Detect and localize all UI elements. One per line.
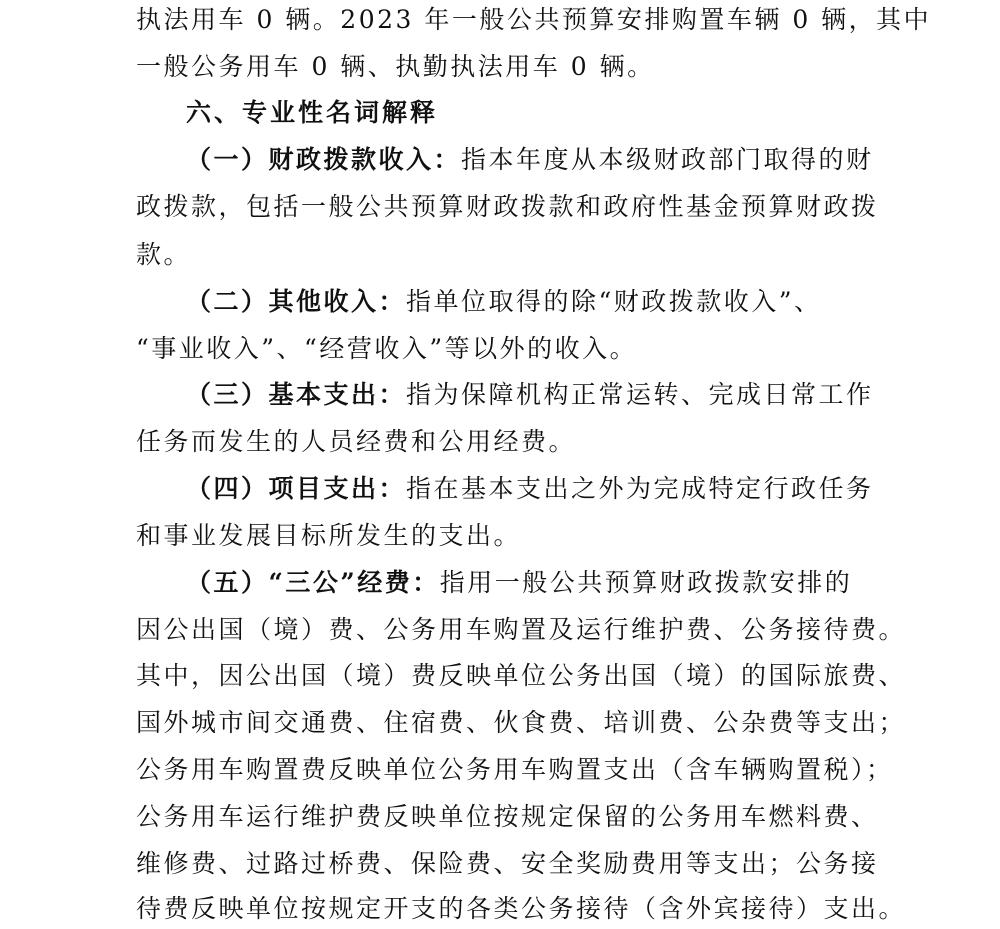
body-text-line: 待费反映单位按规定开支的各类公务接待（含外宾接待）支出。: [136, 894, 907, 923]
body-text-line: 因公出国（境）费、公务用车购置及运行维护费、公务接待费。: [136, 615, 907, 644]
body-text-line: 政拨款，包括一般公共预算财政拨款和政府性基金预算财政拨: [136, 192, 879, 221]
body-text-line: 执法用车 0 辆。2023 年一般公共预算安排购置车辆 0 辆，其中: [136, 5, 932, 34]
definition-text: 指本年度从本级财政部门取得的财: [461, 145, 874, 174]
definition-text: 指在基本支出之外为完成特定行政任务: [406, 474, 874, 503]
definition-text: 指为保障机构正常运转、完成日常工作: [406, 380, 874, 409]
body-text-line: 和事业发展目标所发生的支出。: [136, 521, 522, 550]
definition-term: （一）财政拨款收入：: [186, 145, 462, 174]
body-text-line: 其中，因公出国（境）费反映单位公务出国（境）的国际旅费、: [136, 661, 907, 690]
body-text-line: 公务用车运行维护费反映单位按规定保留的公务用车燃料费、: [136, 802, 879, 831]
body-text-line: 任务而发生的人员经费和公用经费。: [136, 427, 577, 456]
definition-text: 指用一般公共预算财政拨款安排的: [439, 568, 853, 597]
body-text-line: 款。: [136, 240, 192, 269]
definition-term: （五）“三公”经费：: [186, 568, 440, 597]
definition-first-line: [186, 469, 874, 509]
body-text-line: 国外城市间交通费、住宿费、伙食费、培训费、公杂费等支出；: [136, 708, 907, 737]
section-heading: 六、专业性名词解释: [186, 98, 439, 127]
definition-first-line: [186, 140, 874, 180]
definition-term: （二）其他收入：: [186, 287, 407, 316]
body-text-line: “事业收入”、“经营收入”等以外的收入。: [136, 334, 638, 363]
body-text-line: 一般公务用车 0 辆、执勤执法用车 0 辆。: [136, 52, 655, 81]
definition-first-line: [186, 563, 852, 603]
definition-first-line: [186, 282, 822, 322]
definition-first-line: [186, 375, 874, 415]
body-text-line: 维修费、过路过桥费、保险费、安全奖励费用等支出；公务接: [136, 849, 879, 878]
definition-term: （三）基本支出：: [186, 380, 407, 409]
definition-term: （四）项目支出：: [186, 474, 407, 503]
body-text-line: 公务用车购置费反映单位公务用车购置支出（含车辆购置税）；: [136, 755, 894, 784]
definition-text: 指单位取得的除“财政拨款收入”、: [406, 287, 822, 316]
